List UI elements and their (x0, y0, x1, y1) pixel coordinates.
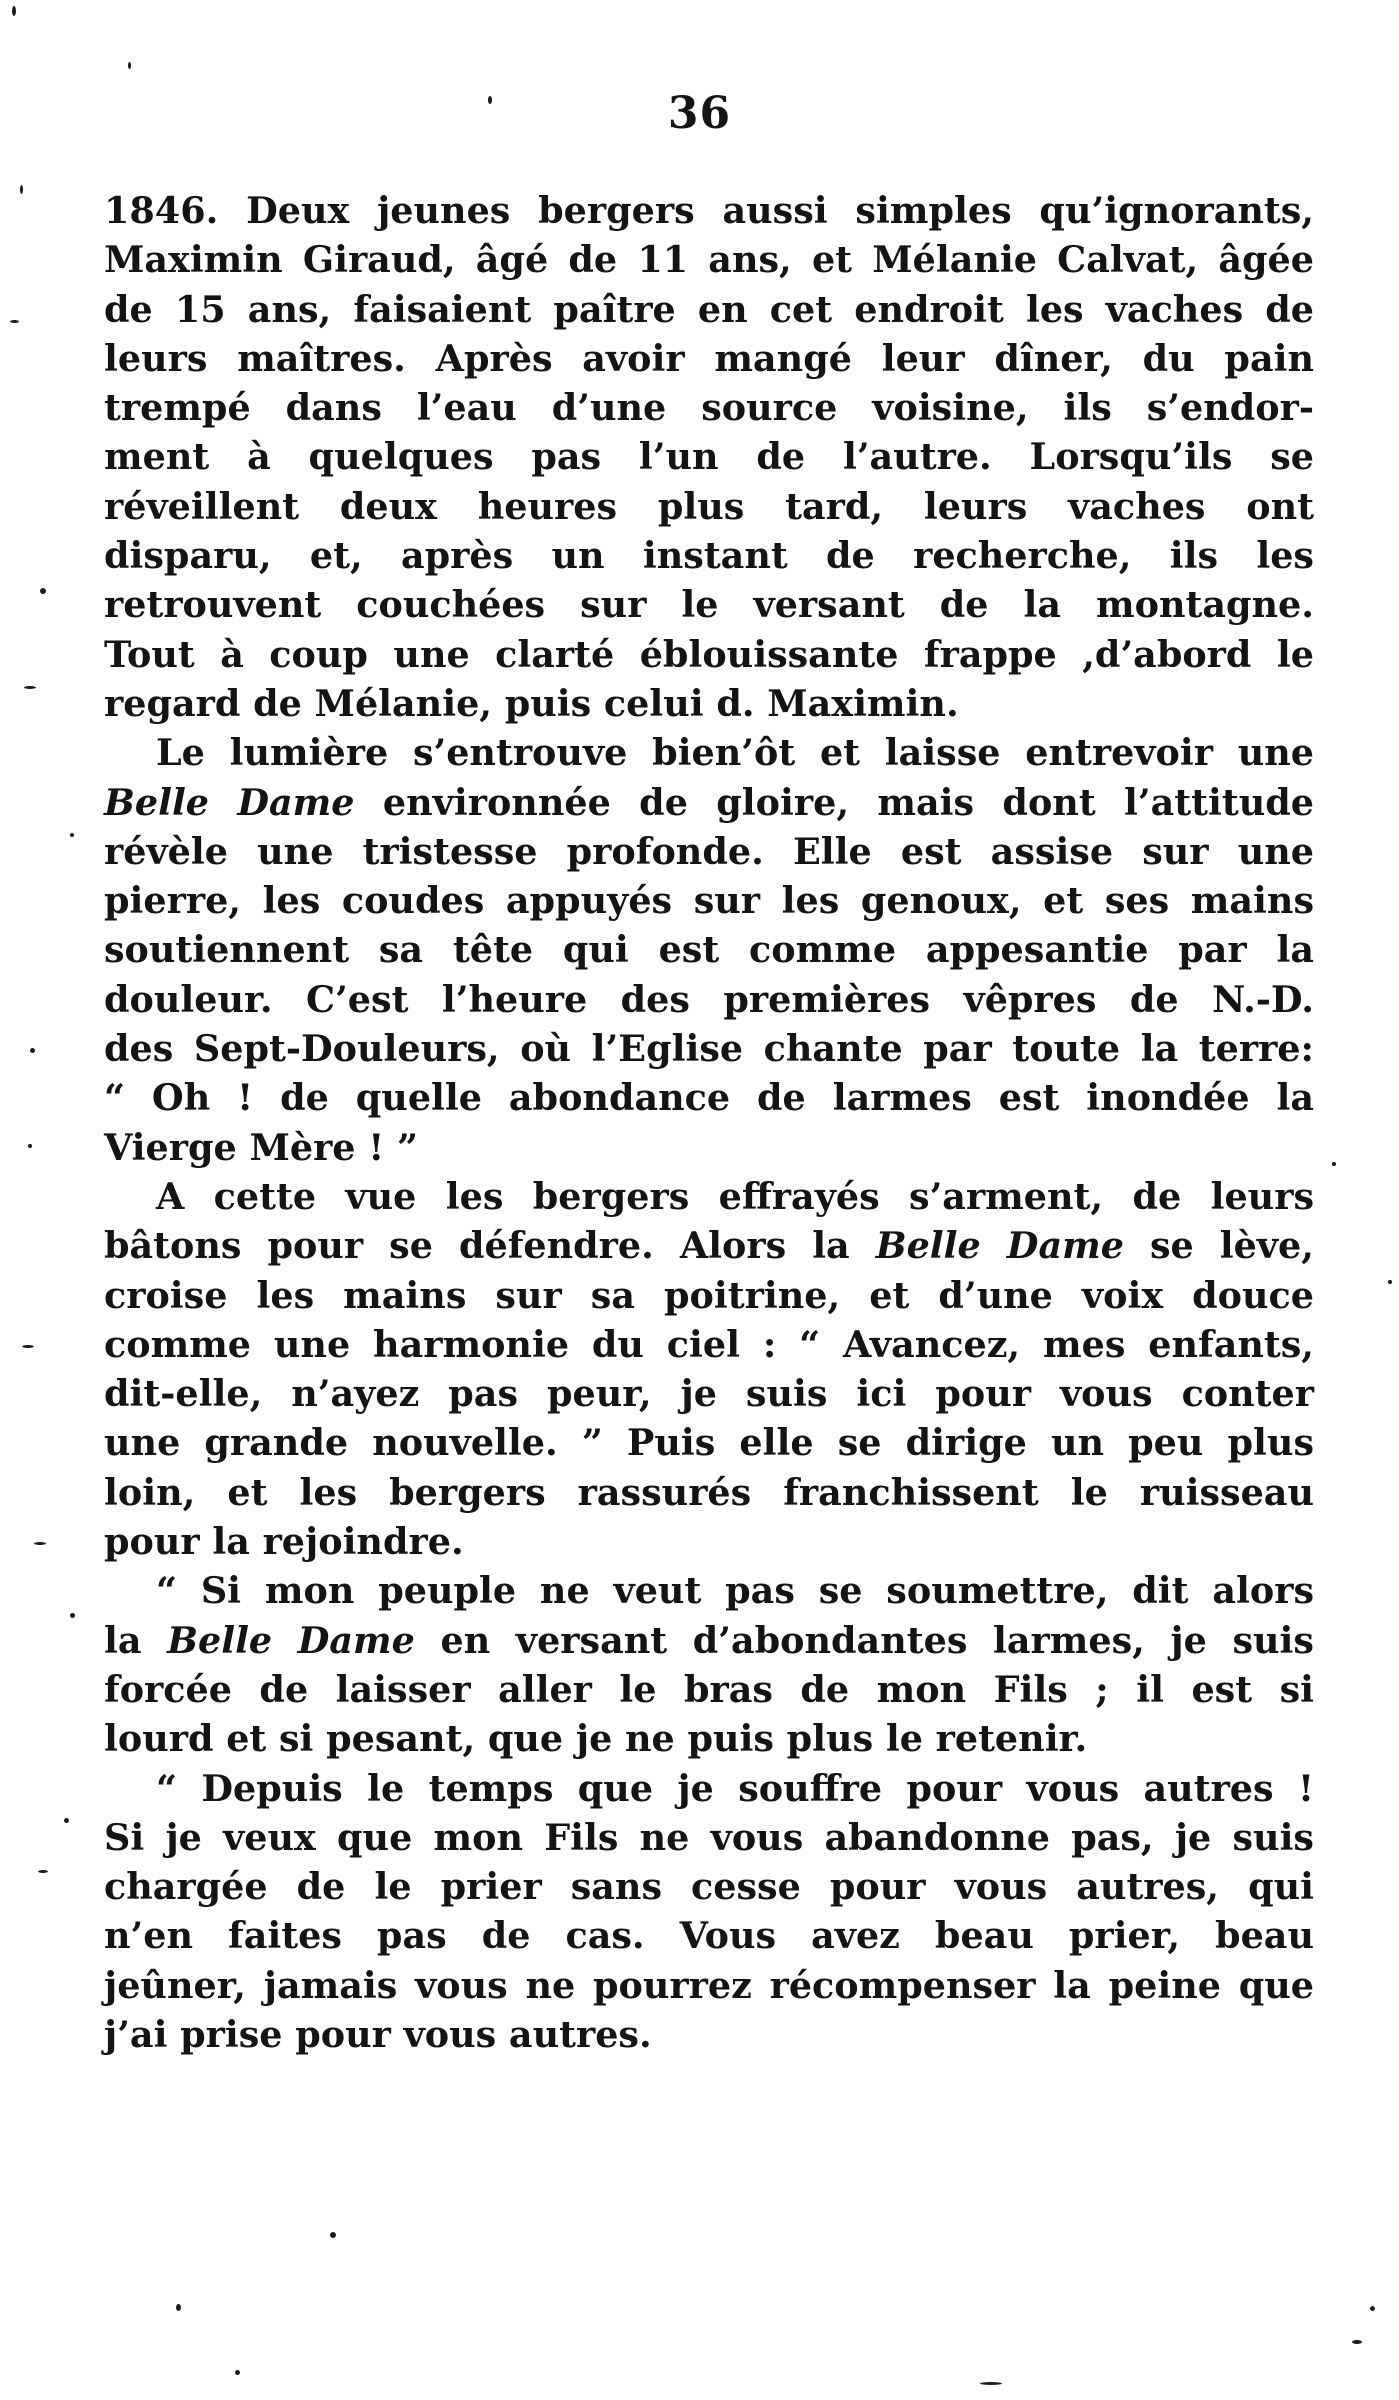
text-line: douleur. C’est l’heure des premières vêpres de N.-D. (104, 977, 1314, 1021)
paragraph-5 (104, 1764, 1314, 2060)
paragraph-2 (104, 728, 1314, 1172)
text-line: n’en faites pas de cas. Vous avez beau prier, beau (104, 1914, 1314, 1958)
text-line: une grande nouvelle. ” Puis elle se dirige un peu plus (104, 1421, 1314, 1465)
text-line: Vierge Mère ! ” (104, 1125, 418, 1169)
text-line: la Belle Dame en versant d’abondantes larmes, je suis (104, 1618, 1314, 1662)
text-line: ment à quelques pas l’un de l’autre. Lorsqu’ils se (104, 435, 1314, 479)
paragraph-1 (104, 186, 1314, 728)
text-line: pierre, les coudes appuyés sur les genoux, et ses mains (104, 879, 1314, 923)
text-line: jeûner, jamais vous ne pourrez récompenser la peine que (104, 1963, 1314, 2007)
text-line: lourd et si pesant, que je ne puis plus le retenir. (104, 1717, 1088, 1761)
text-line: chargée de le prier sans cesse pour vous autres, qui (104, 1865, 1314, 1909)
text-line: bâtons pour se défendre. Alors la Belle Dame se lève, (104, 1224, 1314, 1268)
text-line: “ Oh ! de quelle abondance de larmes est inondée la (104, 1076, 1314, 1120)
italic-phrase: Belle Dame (875, 1224, 1124, 1268)
text-line: forcée de laisser aller le bras de mon Fils ; il est si (104, 1667, 1314, 1711)
text-line: “ Si mon peuple ne veut pas se soumettre, dit alors (156, 1569, 1314, 1613)
text-line: de 15 ans, faisaient paître en cet endroit les vaches de (104, 287, 1314, 331)
text-line: j’ai prise pour vous autres. (104, 2012, 652, 2056)
text-line: pour la rejoindre. (104, 1520, 464, 1564)
body-text (104, 186, 1314, 2059)
page-number: 36 (667, 88, 732, 139)
text-line: Le lumière s’entrouve bien’ôt et laisse entrevoir une (156, 731, 1314, 775)
text-line: révèle une tristesse profonde. Elle est assise sur une (104, 829, 1314, 873)
text-line: croise les mains sur sa poitrine, et d’une voix douce (104, 1273, 1314, 1317)
text-line: dit-elle, n’ayez pas peur, je suis ici pour vous conter (104, 1372, 1314, 1416)
text-line: Tout à coup une clarté éblouissante frappe ,d’abord le (104, 632, 1314, 676)
text-line: A cette vue les bergers effrayés s’arment, de leurs (156, 1174, 1314, 1218)
italic-phrase: Belle Dame (104, 780, 355, 824)
text-line: trempé dans l’eau d’une source voisine, ils s’endor- (104, 386, 1314, 430)
text-line: Maximin Giraud, âgé de 11 ans, et Mélanie Calvat, âgée (104, 238, 1314, 282)
text-line: loin, et les bergers rassurés franchissent le ruisseau (104, 1470, 1314, 1514)
text-line: Si je veux que mon Fils ne vous abandonne pas, je suis (104, 1815, 1314, 1859)
text-line: comme une harmonie du ciel : “ Avancez, mes enfants, (104, 1322, 1314, 1366)
text-line: Belle Dame environnée de gloire, mais dont l’attitude (104, 780, 1314, 824)
italic-phrase: Belle Dame (167, 1618, 415, 1662)
text-line: 1846. Deux jeunes bergers aussi simples qu’ignorants, (104, 189, 1314, 232)
text-line: regard de Mélanie, puis celui d. Maximin. (104, 681, 959, 725)
text-line: retrouvent couchées sur le versant de la montagne. (104, 583, 1314, 627)
text-line: soutiennent sa tête qui est comme appesantie par la (104, 928, 1314, 972)
text-line: réveillent deux heures plus tard, leurs vaches ont (104, 484, 1314, 528)
text-line: des Sept-Douleurs, où l’Eglise chante par toute la terre: (104, 1027, 1314, 1071)
text-line: disparu, et, après un instant de recherche, ils les (104, 534, 1314, 578)
text-line: “ Depuis le temps que je souffre pour vous autres ! (156, 1766, 1314, 1810)
text-line: leurs maîtres. Après avoir mangé leur dîner, du pain (104, 336, 1314, 380)
paragraph-3 (104, 1172, 1314, 1566)
paragraph-4 (104, 1566, 1314, 1763)
